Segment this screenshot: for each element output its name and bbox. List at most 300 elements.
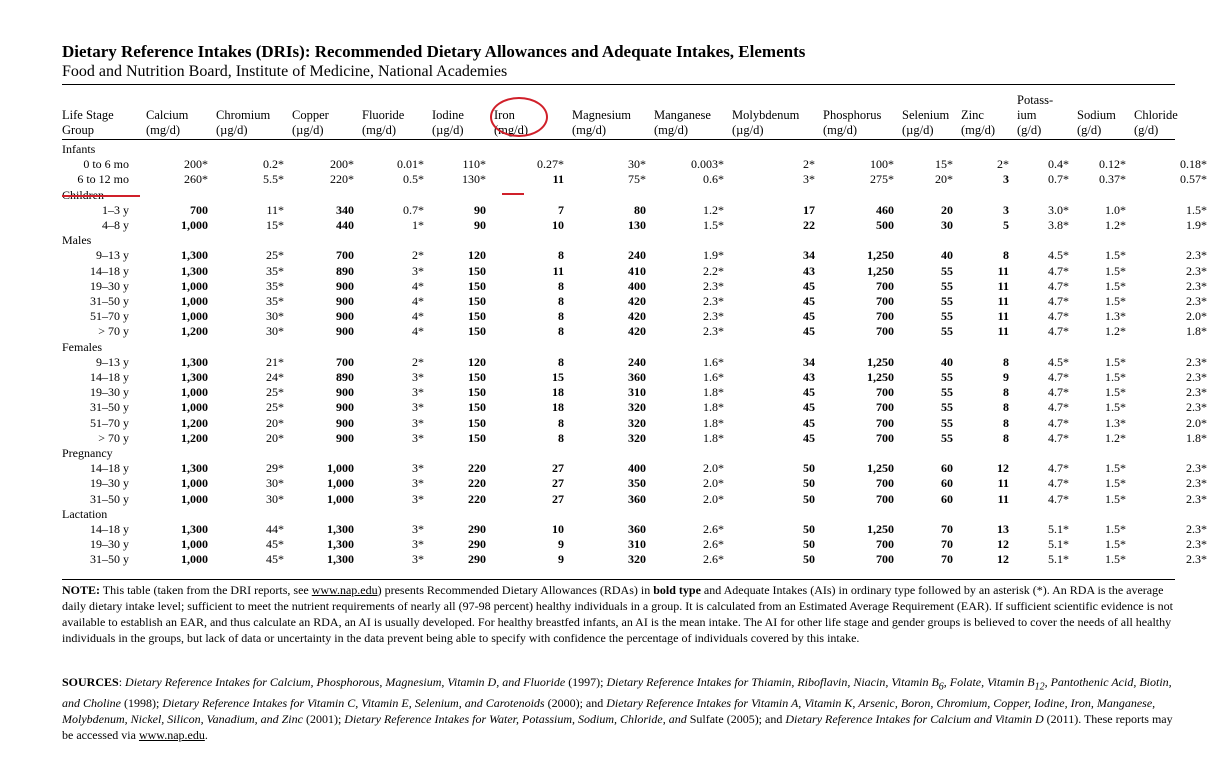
table-row — [62, 431, 1211, 446]
table-row — [62, 218, 1211, 233]
life-stage-cell: 19–30 y — [90, 278, 129, 293]
note-paragraph — [62, 582, 1175, 646]
value-cell: 45 — [803, 324, 815, 339]
value-cell: 11 — [997, 476, 1009, 491]
value-cell: 1.5* — [1105, 385, 1126, 400]
value-cell: 320 — [628, 430, 646, 445]
life-stage-cell: 31–50 y — [90, 491, 129, 506]
value-cell: 2.3* — [703, 294, 724, 309]
column-unit: (µg/d) — [216, 123, 248, 137]
life-stage-cell: 31–50 y — [90, 400, 129, 415]
value-cell: 4.7* — [1048, 400, 1069, 415]
value-cell: 1.5* — [1105, 537, 1126, 552]
value-cell: 43 — [803, 370, 815, 385]
value-cell: 1,250 — [867, 354, 894, 369]
value-cell: 1.8* — [703, 415, 724, 430]
table-row — [62, 309, 1211, 324]
value-cell: 1.3* — [1105, 309, 1126, 324]
age-annotation-underline — [62, 195, 140, 197]
value-cell: 900 — [336, 400, 354, 415]
value-cell: 420 — [628, 324, 646, 339]
value-cell: 240 — [628, 248, 646, 263]
life-stage-cell: 19–30 y — [90, 476, 129, 491]
value-cell: 3.0* — [1048, 202, 1069, 217]
value-cell: 27 — [552, 461, 564, 476]
life-stage-cell: 14–18 y — [90, 370, 129, 385]
page-title: Dietary Reference Intakes (DRIs): Recommended Dietary Allowances and Adequate Intakes, Elements — [62, 42, 806, 61]
value-cell: 4.7* — [1048, 294, 1069, 309]
value-cell: 55 — [941, 400, 953, 415]
column-name: Zinc — [961, 108, 984, 122]
value-cell: 1,000 — [181, 400, 208, 415]
value-cell: 2.3* — [1186, 461, 1207, 476]
value-cell: 900 — [336, 385, 354, 400]
value-cell: 440 — [336, 218, 354, 233]
value-cell: 1,000 — [327, 476, 354, 491]
group-label: Infants — [62, 142, 96, 156]
value-cell: 4* — [412, 278, 424, 293]
value-cell: 200* — [330, 157, 354, 172]
note-text: and Adequate Intakes (AIs) in ordinary type followed by an asterisk (*). An RDA is the average daily dietary intake level; sufficient to meet the nutrient requirements of nearly all (97-98 percent) healthy individuals in a group. It is calculated from an Estimated Average Requirement (EAR). If sufficient scientific evidence is not available to establish an EAR, and thus calculate an RDA, an AI is usually developed. For healthy breastfed infants, an AI is the mean intake. The AI for other life stage and gender groups is believed to cover the needs of all healthy individuals in the groups, but lack of data or uncertainty in the data prevent being able to specify with confidence the percentage of individuals covered by this intake. — [62, 583, 1173, 645]
sources-label: SOURCES — [62, 675, 119, 689]
value-cell: 290 — [468, 552, 486, 567]
table-row — [62, 264, 1211, 279]
value-cell: 1.6* — [703, 354, 724, 369]
table-row — [62, 324, 1211, 339]
value-cell: 2.3* — [703, 324, 724, 339]
value-cell: 420 — [628, 309, 646, 324]
value-cell: 2.2* — [703, 263, 724, 278]
value-cell: 8 — [1003, 248, 1009, 263]
group-label: Pregnancy — [62, 446, 113, 461]
value-cell: 5.5* — [263, 172, 284, 187]
value-cell: 220 — [468, 476, 486, 491]
column-name: Fluoride — [362, 108, 405, 122]
value-cell: 150 — [468, 370, 486, 385]
value-cell: 0.4* — [1048, 157, 1069, 172]
nap-link[interactable]: www.nap.edu — [138, 728, 205, 743]
value-cell: 13 — [997, 522, 1009, 537]
value-cell: 500 — [876, 218, 894, 233]
value-cell: 3* — [803, 172, 815, 187]
value-cell: 2.0* — [703, 461, 724, 476]
value-cell: 150 — [468, 400, 486, 415]
value-cell: 410 — [628, 263, 646, 278]
life-stage-cell: > 70 y — [98, 430, 129, 445]
column-name: Calcium — [146, 108, 189, 122]
note-label: NOTE: — [62, 583, 101, 597]
value-cell: 290 — [468, 522, 486, 537]
value-cell: 1,000 — [181, 278, 208, 293]
value-cell: 4.7* — [1048, 415, 1069, 430]
column-unit: (mg/d) — [494, 123, 529, 137]
value-cell: 8 — [558, 324, 564, 339]
group-row — [62, 340, 1211, 355]
value-cell: 35* — [266, 263, 284, 278]
value-cell: 0.37* — [1099, 172, 1126, 187]
value-cell: 320 — [628, 552, 646, 567]
value-cell: 1,300 — [181, 263, 208, 278]
value-cell: 30* — [266, 491, 284, 506]
table-row — [62, 416, 1211, 431]
value-cell: 2.3* — [1186, 370, 1207, 385]
value-cell: 50 — [803, 522, 815, 537]
value-cell: 1.5* — [1105, 522, 1126, 537]
value-cell: 3 — [1003, 172, 1009, 187]
value-cell: 400 — [628, 278, 646, 293]
value-cell: 4.7* — [1048, 430, 1069, 445]
column-name: Potass- — [1017, 93, 1054, 107]
value-cell: 700 — [336, 354, 354, 369]
value-cell: 8 — [558, 278, 564, 293]
value-cell: 1.2* — [1105, 430, 1126, 445]
column-unit: (mg/d) — [572, 123, 607, 137]
value-cell: 1,000 — [181, 476, 208, 491]
value-cell: 18 — [552, 385, 564, 400]
value-cell: 2.3* — [1186, 278, 1207, 293]
value-cell: 55 — [941, 324, 953, 339]
value-cell: 1.5* — [1186, 202, 1207, 217]
value-cell: 8 — [558, 248, 564, 263]
value-cell: 0.57* — [1180, 172, 1207, 187]
value-cell: 50 — [803, 461, 815, 476]
value-cell: 2.3* — [1186, 491, 1207, 506]
value-cell: 60 — [941, 476, 953, 491]
column-header — [216, 86, 292, 142]
value-cell: 45 — [803, 294, 815, 309]
column-unit: (mg/d) — [146, 123, 181, 137]
value-cell: 700 — [876, 400, 894, 415]
value-cell: 1,000 — [181, 294, 208, 309]
value-cell: 9 — [558, 537, 564, 552]
life-stage-cell: 14–18 y — [90, 522, 129, 537]
value-cell: 1,200 — [181, 415, 208, 430]
value-cell: 11 — [997, 294, 1009, 309]
value-cell: 1.5* — [1105, 294, 1126, 309]
column-unit: (µg/d) — [432, 123, 464, 137]
note-text: ) presents Recommended Dietary Allowances (RDAs) in — [377, 583, 654, 597]
value-cell: 30 — [941, 218, 953, 233]
value-cell: 130* — [462, 172, 486, 187]
value-cell: 11 — [997, 263, 1009, 278]
value-cell: 1,300 — [181, 461, 208, 476]
source-year: Sulfate (2005); and — [686, 712, 786, 727]
life-stage-cell: 19–30 y — [90, 385, 129, 400]
value-cell: 22 — [803, 218, 815, 233]
value-cell: 1,000 — [181, 309, 208, 324]
value-cell: 27 — [552, 491, 564, 506]
value-cell: 18 — [552, 400, 564, 415]
column-header — [1017, 86, 1077, 142]
value-cell: 220 — [468, 461, 486, 476]
source-title: Dietary Reference Intakes for Water, Potassium, Sodium, Chloride, and — [344, 712, 687, 727]
column-unit: (mg/d) — [362, 123, 397, 137]
value-cell: 8 — [558, 354, 564, 369]
table-row — [62, 355, 1211, 370]
value-cell: 45 — [803, 400, 815, 415]
value-cell: 1.5* — [1105, 278, 1126, 293]
value-cell: 45* — [266, 552, 284, 567]
value-cell: 2* — [997, 157, 1009, 172]
value-cell: 55 — [941, 294, 953, 309]
column-name: Iodine — [432, 108, 464, 122]
life-stage-cell: 0 to 6 mo — [83, 157, 129, 172]
value-cell: 5.1* — [1048, 522, 1069, 537]
source-title: Dietary Reference Intakes for Vitamin A, Vitamin K, Arsenic, Boron, Chromium, Copper, Iodine, Iron, Manganese, Molybdenum, Nickel, Silicon, Vanadium, and Zinc — [62, 696, 1156, 727]
value-cell: 4* — [412, 324, 424, 339]
value-cell: 4* — [412, 294, 424, 309]
value-cell: 55 — [941, 278, 953, 293]
header-rule — [62, 139, 1175, 140]
value-cell: 0.7* — [1048, 172, 1069, 187]
value-cell: 2.0* — [703, 476, 724, 491]
value-cell: 1,300 — [181, 354, 208, 369]
value-cell: 290 — [468, 537, 486, 552]
value-cell: 400 — [628, 461, 646, 476]
value-cell: 21* — [266, 354, 284, 369]
value-cell: 70 — [941, 522, 953, 537]
value-cell: 30* — [628, 157, 646, 172]
column-unit: (µg/d) — [902, 123, 934, 137]
value-cell: 11* — [266, 202, 284, 217]
value-cell: 150 — [468, 385, 486, 400]
value-cell: 150 — [468, 294, 486, 309]
value-cell: 1,250 — [867, 461, 894, 476]
column-header — [823, 86, 902, 142]
value-cell: 1.5* — [1105, 263, 1126, 278]
value-cell: 1,000 — [327, 491, 354, 506]
value-cell: 0.6* — [703, 172, 724, 187]
value-cell: 700 — [336, 248, 354, 263]
value-cell: 360 — [628, 522, 646, 537]
value-cell: 900 — [336, 294, 354, 309]
life-stage-cell: 14–18 y — [90, 461, 129, 476]
value-cell: 15* — [935, 157, 953, 172]
table-row — [62, 552, 1211, 567]
value-cell: 120 — [468, 248, 486, 263]
value-cell: 3* — [412, 370, 424, 385]
value-cell: 25* — [266, 400, 284, 415]
value-cell: 4.5* — [1048, 354, 1069, 369]
value-cell: 700 — [876, 537, 894, 552]
value-cell: 2.3* — [1186, 522, 1207, 537]
column-header — [572, 86, 654, 142]
value-cell: 3* — [412, 522, 424, 537]
value-cell: 3.8* — [1048, 218, 1069, 233]
value-cell: 1.5* — [1105, 552, 1126, 567]
value-cell: 3* — [412, 476, 424, 491]
source-subscript: 6 — [938, 681, 944, 693]
column-header — [1134, 86, 1211, 142]
value-cell: 1.5* — [1105, 370, 1126, 385]
value-cell: 11 — [997, 324, 1009, 339]
value-cell: 1.9* — [703, 248, 724, 263]
value-cell: 700 — [876, 385, 894, 400]
value-cell: 150 — [468, 430, 486, 445]
value-cell: 420 — [628, 294, 646, 309]
life-stage-cell: > 70 y — [98, 324, 129, 339]
page-subtitle: Food and Nutrition Board, Institute of Medicine, National Academies — [62, 63, 508, 80]
value-cell: 0.7* — [403, 202, 424, 217]
column-header — [62, 86, 146, 142]
value-cell: 12 — [997, 537, 1009, 552]
column-name: Chromium — [216, 108, 271, 122]
value-cell: 20* — [935, 172, 953, 187]
value-cell: 700 — [876, 309, 894, 324]
value-cell: 900 — [336, 430, 354, 445]
value-cell: 20 — [941, 202, 953, 217]
value-cell: 1.5* — [1105, 248, 1126, 263]
value-cell: 3* — [412, 263, 424, 278]
value-cell: 4.7* — [1048, 491, 1069, 506]
value-cell: 1,300 — [327, 552, 354, 567]
value-cell: 0.18* — [1180, 157, 1207, 172]
value-cell: 150 — [468, 415, 486, 430]
value-cell: 40 — [941, 354, 953, 369]
value-cell: 1.5* — [1105, 400, 1126, 415]
value-cell: 2.3* — [1186, 263, 1207, 278]
table-row — [62, 294, 1211, 309]
value-cell: 3* — [412, 461, 424, 476]
value-cell: 80 — [634, 202, 646, 217]
value-cell: 1,250 — [867, 370, 894, 385]
value-cell: 1.6* — [703, 370, 724, 385]
value-cell: 0.12* — [1099, 157, 1126, 172]
value-cell: 260* — [184, 172, 208, 187]
table-row — [62, 400, 1211, 415]
value-cell: 45 — [803, 385, 815, 400]
column-name-cont: ium — [1017, 108, 1037, 122]
source-title: Dietary Reference Intakes for Vitamin C, Vitamin E, Selenium, and Carotenoids — [162, 696, 545, 711]
value-cell: 70 — [941, 537, 953, 552]
value-cell: 5.1* — [1048, 552, 1069, 567]
source-year: (2011). These reports may be accessed via — [62, 712, 1173, 743]
group-row — [62, 446, 1211, 461]
value-cell: 1,250 — [867, 522, 894, 537]
value-cell: 310 — [628, 537, 646, 552]
column-unit: (g/d) — [1017, 123, 1042, 137]
value-cell: 8 — [1003, 354, 1009, 369]
value-cell: 55 — [941, 385, 953, 400]
value-cell: 10 — [552, 522, 564, 537]
value-cell: 700 — [876, 278, 894, 293]
value-cell: 8 — [1003, 430, 1009, 445]
value-cell: 2* — [803, 157, 815, 172]
value-cell: 60 — [941, 461, 953, 476]
value-cell: 2.3* — [1186, 552, 1207, 567]
nap-link[interactable]: www.nap.edu — [311, 583, 378, 597]
value-cell: 50 — [803, 476, 815, 491]
value-cell: 4.7* — [1048, 461, 1069, 476]
value-cell: 900 — [336, 415, 354, 430]
table-header-row — [62, 86, 1211, 142]
value-cell: 460 — [876, 202, 894, 217]
column-name: Molybdenum — [732, 108, 800, 122]
value-cell: 5 — [1003, 218, 1009, 233]
value-cell: 1.8* — [703, 430, 724, 445]
value-cell: 1.5* — [1105, 354, 1126, 369]
value-cell: 60 — [941, 491, 953, 506]
value-cell: 890 — [336, 370, 354, 385]
value-cell: 340 — [336, 202, 354, 217]
value-cell: 4.7* — [1048, 278, 1069, 293]
value-cell: 90 — [474, 202, 486, 217]
life-stage-cell: 31–50 y — [90, 552, 129, 567]
table-row — [62, 537, 1211, 552]
value-cell: 0.27* — [537, 157, 564, 172]
value-cell: 29* — [266, 461, 284, 476]
value-cell: 8 — [1003, 385, 1009, 400]
value-cell: 700 — [876, 324, 894, 339]
value-cell: 8 — [558, 294, 564, 309]
document-page — [62, 42, 1207, 743]
column-name: Life Stage — [62, 108, 114, 122]
value-cell: 40 — [941, 248, 953, 263]
column-header — [654, 86, 732, 142]
value-cell: 1,300 — [181, 522, 208, 537]
value-cell: 2.0* — [1186, 415, 1207, 430]
value-cell: 1,300 — [181, 370, 208, 385]
life-stage-cell: 51–70 y — [90, 415, 129, 430]
value-cell: 2.0* — [703, 491, 724, 506]
value-cell: 8 — [558, 430, 564, 445]
group-label: Males — [62, 233, 92, 248]
value-cell: 45* — [266, 537, 284, 552]
value-cell: 2.3* — [1186, 294, 1207, 309]
value-cell: 2.6* — [703, 552, 724, 567]
value-cell: 20* — [266, 430, 284, 445]
value-cell: 50 — [803, 537, 815, 552]
value-cell: 3 — [1003, 202, 1009, 217]
value-cell: 55 — [941, 430, 953, 445]
value-cell: 1.8* — [703, 385, 724, 400]
value-cell: 4.7* — [1048, 324, 1069, 339]
table-row — [62, 522, 1211, 537]
value-cell: 1,000 — [181, 491, 208, 506]
column-header — [902, 86, 961, 142]
value-cell: 27 — [552, 476, 564, 491]
group-row — [62, 233, 1211, 248]
value-cell: 3* — [412, 552, 424, 567]
value-cell: 200* — [184, 157, 208, 172]
table-row — [62, 461, 1211, 476]
bottom-rule — [62, 579, 1175, 580]
group-row — [62, 507, 1211, 522]
value-cell: 12 — [997, 552, 1009, 567]
value-cell: 0.2* — [263, 157, 284, 172]
value-cell: 3* — [412, 385, 424, 400]
group-label: Lactation — [62, 506, 108, 521]
life-stage-cell: 51–70 y — [90, 309, 129, 324]
value-cell: 90 — [474, 218, 486, 233]
iron-value-annotation-underline — [502, 193, 524, 195]
value-cell: 1,000 — [181, 218, 208, 233]
column-name: Phosphorus — [823, 108, 882, 122]
column-header — [146, 86, 216, 142]
value-cell: 1.8* — [1186, 430, 1207, 445]
value-cell: 11 — [552, 172, 564, 187]
column-name: Magnesium — [572, 108, 632, 122]
iron-annotation-circle — [490, 97, 548, 137]
value-cell: 4.7* — [1048, 385, 1069, 400]
value-cell: 4* — [412, 309, 424, 324]
value-cell: 7 — [558, 202, 564, 217]
life-stage-cell: 6 to 12 mo — [77, 172, 129, 187]
value-cell: 70 — [941, 552, 953, 567]
value-cell: 0.003* — [691, 157, 724, 172]
value-cell: 11 — [997, 309, 1009, 324]
value-cell: 1.3* — [1105, 415, 1126, 430]
